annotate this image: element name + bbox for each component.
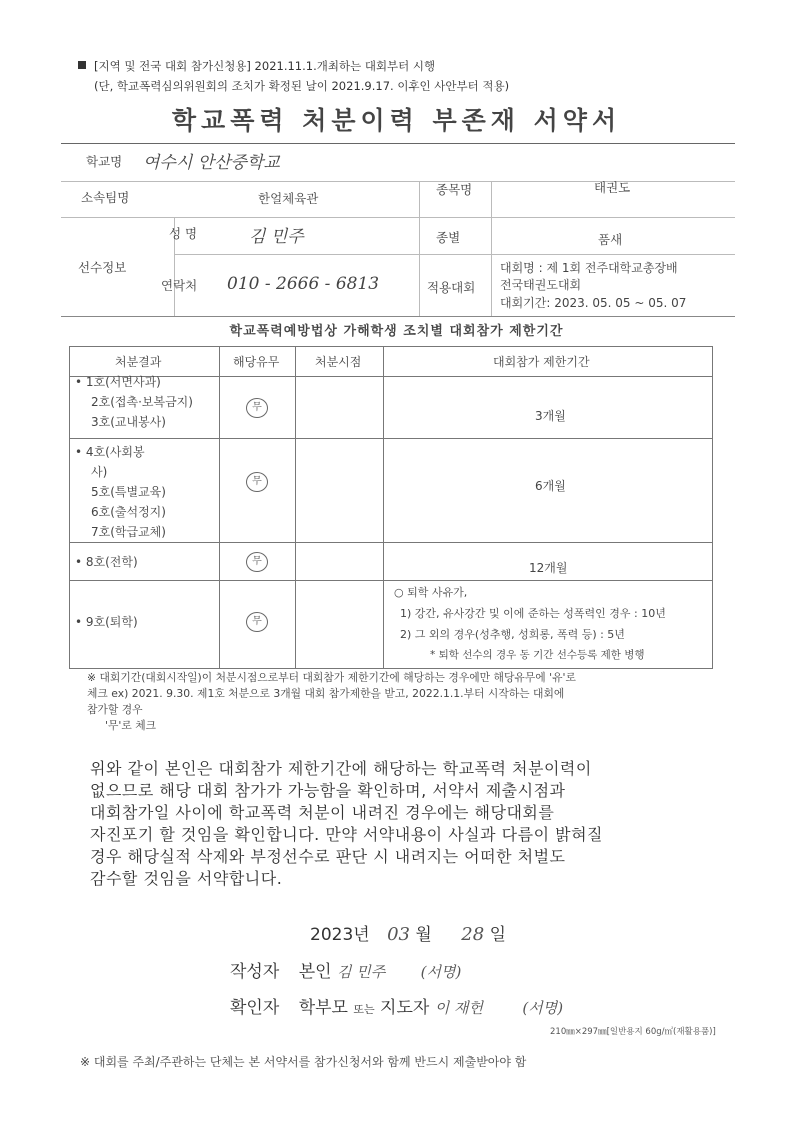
square-bullet-icon [78,61,86,69]
row-4-period: ○ 퇴학 사유가, 1) 강간, 유사강간 및 이에 준하는 성폭력인 경우 : 10년 2) 그 외의 경우(성추행, 성희롱, 폭력 등) : 5년 * 퇴학 선수의 경우 동 기간 선수등록 제한 병행 [394,586,666,661]
divider [69,346,713,347]
header-result: 처분결과 [115,355,162,369]
tournament-line-1: 대회명 : 제 1회 전주대학교총장배 [500,261,678,275]
bottom-note: ※ 대회를 주최/주관하는 단체는 본 서약서를 참가신청서와 함께 반드시 제출받아야 함 [80,1055,527,1069]
player-info-table [61,143,735,317]
divider [69,438,713,439]
header-period: 대회참가 제한기간 [493,355,590,369]
divider [174,254,735,255]
header-date: 처분시점 [315,355,362,369]
divider [61,217,735,218]
page-title: 학교폭력 처분이력 부존재 서약서 [171,106,622,135]
event-value: 태권도 [594,180,631,195]
row-4-items: • 9호(퇴학) [75,615,138,629]
row-3-mark: 무 [246,552,268,572]
row-1-period: 3개월 [535,409,566,423]
notice-line-1: [지역 및 전국 대회 참가신청용] 2021.11.1.개최하는 대회부터 시행 [78,56,509,76]
team-value: 한얼체육관 [258,191,319,206]
event-label: 종목명 [436,182,473,197]
school-value: 여수시 안산중학교 [143,153,280,173]
tournament-line-3: 대회기간: 2023. 05. 05 ~ 05. 07 [500,296,687,310]
player-info-label: 선수정보 [78,260,127,275]
school-label: 학교명 [86,154,123,169]
divider [712,346,713,669]
row-3-items: • 8호(전학) [75,555,138,569]
tournament-line-2: 전국태권도대회 [500,278,582,292]
confirmer-line: 확인자 학부모 또는 지도자 이 재헌 (서명) [230,998,564,1018]
divider [69,542,713,543]
row-3-period: 12개월 [529,561,568,575]
row-2-mark: 무 [246,472,268,492]
divider [69,346,70,669]
pledge-paragraph: 위와 같이 본인은 대회참가 제한기간에 해당하는 학교폭력 처분이력이 없으므로 해당 대회 참가가 가능함을 확인하며, 서약서 제출시점과 대회참가일 사이에 학교폭력 처분이 내려진 경우에는 해당대회를 자진포기 할 것임을 확인합니다. 만약 서약내용이 사실과 다름이 밝혀질 경우 해당실적 삭제와 부정선수로 판단 시 내려지는 어떠한 처벌도 감수할 것임을 서약합니다. [90,759,603,888]
row-2-items: • 4호(사회봉 사) 5호(특별교육) 6호(출석정지) 7호(학급교체) [75,445,166,539]
divider [69,668,713,669]
footnote: ※ 대회기간(대회시작일)이 처분시점으로부터 대회참가 제한기간에 해당하는 경우에만 해당유무에 '유'로 체크 ex) 2021. 9.30. 제1호 처분으로 3개월 대회 참가제한을 받고, 2022.1.1.부터 시작하는 대회에 참가할 경우 '무'로 체크 [87,671,576,732]
name-label: 성 명 [169,226,198,241]
signer-line: 작성자 본인 김 민주 (서명) [230,962,462,982]
penalty-table-title: 학교폭력예방법상 가해학생 조치별 대회참가 제한기간 [229,324,564,339]
divider [61,181,735,182]
date-line: 2023년 03 월 28 일 [310,924,506,945]
tournament-label: 적용대회 [427,280,476,295]
name-value: 김 민주 [249,227,304,247]
contact-label: 연락처 [161,278,198,293]
row-1-mark: 무 [246,398,268,418]
divider [491,181,492,316]
row-4-mark: 무 [246,612,268,632]
divider [69,580,713,581]
divider [419,181,420,316]
divider [219,346,220,669]
divider [295,346,296,669]
row-1-items: • 1호(서면사과) 2호(접촉·보복금지) 3호(교내봉사) [75,375,193,429]
notice-line-2: (단, 학교폭력심의위원회의 조치가 확정된 날이 2021.9.17. 이후인 사안부터 적용) [94,79,510,93]
row-2-period: 6개월 [535,479,566,493]
header-applicable: 해당유무 [233,355,280,369]
paper-spec: 210㎜×297㎜[일반용지 60g/㎡(재활용품)] [550,1027,716,1037]
notice [78,56,509,96]
contact-value: 010 - 2666 - 6813 [227,274,380,294]
penalty-table [69,346,713,669]
type-value: 품새 [598,232,623,247]
type-label: 종별 [436,230,461,245]
team-label: 소속팀명 [81,190,130,205]
divider [383,346,384,669]
